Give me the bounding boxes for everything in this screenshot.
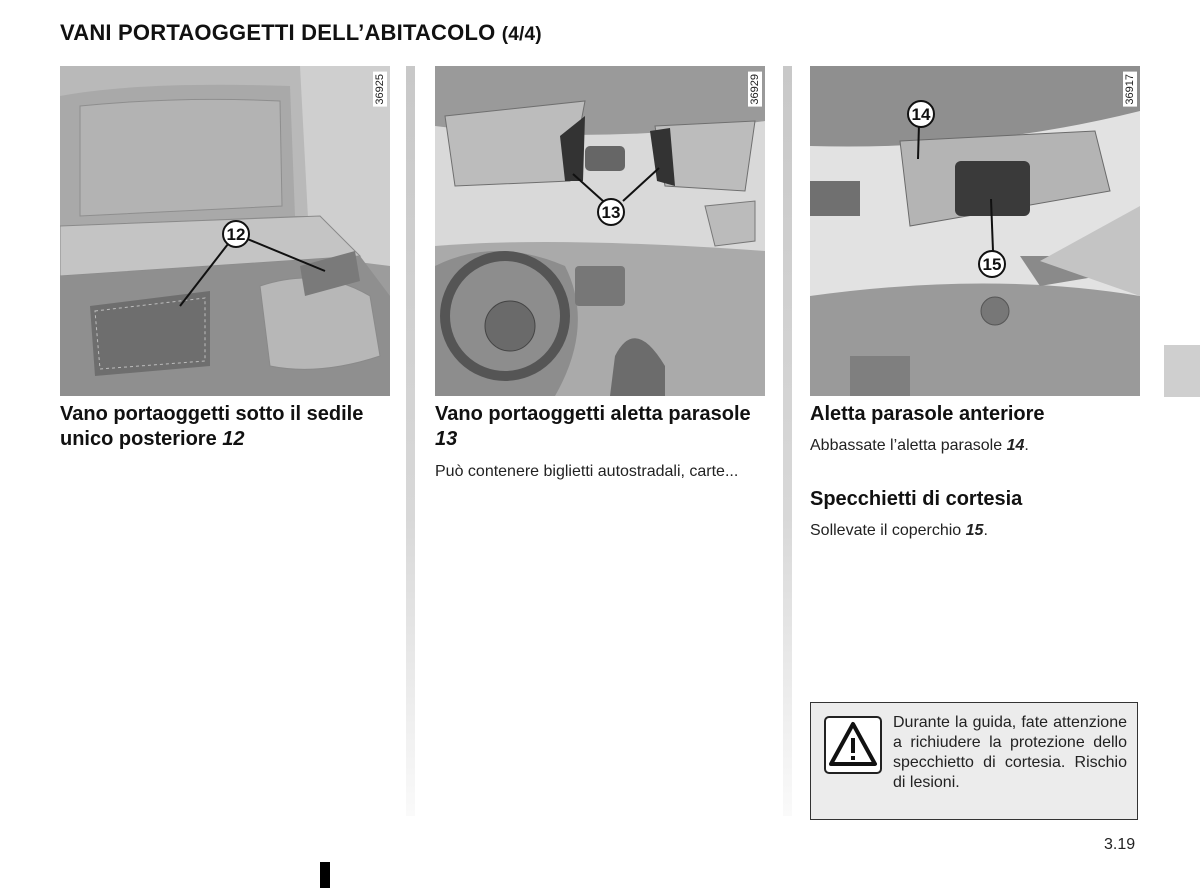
section-body: Abbassate l’aletta parasole 14. [810, 437, 1029, 454]
callout-13: 13 [601, 203, 621, 222]
page-title-suffix: (4/4) [501, 24, 542, 45]
warning-triangle-icon [824, 716, 882, 774]
figure-code: 36929 [749, 74, 761, 105]
section-title-front-sun-visor: Aletta parasole anteriore [810, 403, 1045, 425]
section-body: Può contenere biglietti autostradali, carte... [435, 463, 739, 480]
section-title-sun-visor-storage: Vano portaoggetti aletta parasole 13 [435, 403, 751, 450]
page-title [60, 20, 542, 46]
figure-code: 36917 [1124, 74, 1136, 105]
text-ref: 15 [965, 522, 984, 539]
sun-visor-illustration [435, 66, 765, 396]
figure-code: 36925 [374, 74, 386, 105]
callout-15: 15 [982, 255, 1002, 274]
chapter-thumb-tab [1164, 345, 1200, 397]
warning-box [810, 702, 1138, 820]
page-number: 3.19 [1104, 836, 1136, 853]
callout-12: 12 [226, 225, 246, 244]
section-title-ref: 12 [222, 428, 245, 450]
figure-rear-seat [60, 66, 390, 396]
page-title-text: VANI PORTAOGGETTI DELL’ABITACOLO [60, 20, 496, 45]
callout-14: 14 [911, 105, 931, 124]
front-visor-illustration [810, 66, 1140, 396]
column-separator [406, 66, 415, 816]
text-ref: 14 [1006, 437, 1025, 454]
section-title-rear-seat-storage: Vano portaoggetti sotto il sedile unico posteriore 12 [60, 403, 364, 450]
bottom-mark [320, 862, 330, 888]
section-title-vanity-mirror: Specchietti di cortesia [810, 488, 1023, 510]
section-title-ref: 13 [435, 428, 458, 450]
column-separator [783, 66, 792, 816]
warning-text: Durante la guida, fate attenzione a richiudere la protezione dello specchietto di cortesia. Rischio di lesioni. [893, 714, 1127, 791]
section-body: Sollevate il coperchio 15. [810, 522, 988, 539]
figure-front-sun-visor [810, 66, 1140, 396]
figure-sun-visor-storage [435, 66, 765, 396]
rear-seat-illustration [60, 66, 390, 396]
